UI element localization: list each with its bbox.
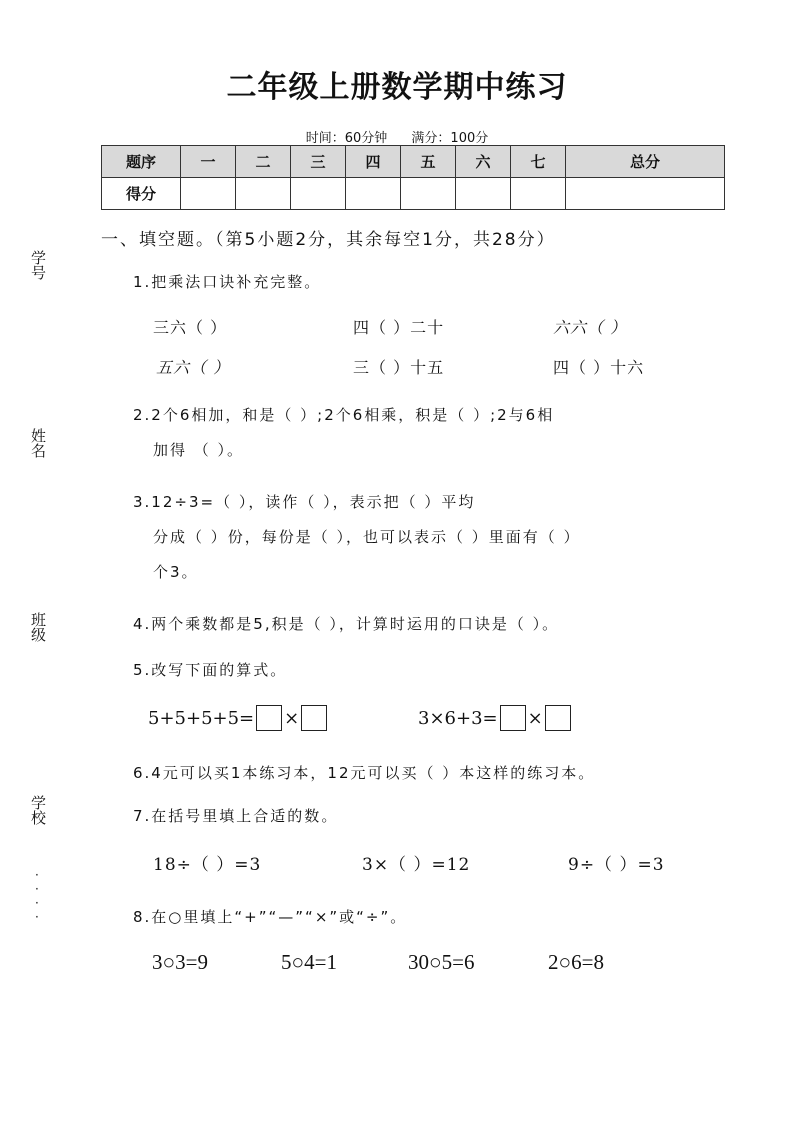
q5-expr1 xyxy=(148,705,329,731)
q5-expr2 xyxy=(418,705,573,731)
exam-time: 时间：60分钟 xyxy=(305,131,388,146)
sidebar-class: 班级 xyxy=(29,612,47,642)
score-cell[interactable] xyxy=(511,178,566,210)
q3-line2: 分成（ ）份，每份是（ ），也可以表示（ ）里面有（ ） xyxy=(153,528,581,546)
q4-line1: 4.两个乘数都是5,积是（ ），计算时运用的口诀是（ ）。 xyxy=(133,615,560,633)
score-col-7: 七 xyxy=(511,146,566,178)
q8-item2: 5○4=1 xyxy=(281,950,338,974)
score-cell[interactable] xyxy=(181,178,236,210)
score-table-header-row xyxy=(102,146,725,178)
score-cell-total[interactable] xyxy=(566,178,725,210)
q1-prompt: 1.把乘法口诀补充完整。 xyxy=(133,273,322,291)
q1-row1-item2: 四（ ）二十 xyxy=(353,318,445,337)
q5-expr1-text: 5+5+5+5= xyxy=(148,707,255,729)
sidebar-student-no: 学号 xyxy=(29,250,47,280)
answer-box[interactable] xyxy=(256,705,282,731)
q1-row1-item1: 三六（ ） xyxy=(153,318,228,337)
sidebar-school: 学校 xyxy=(29,795,47,825)
q7-prompt: 7.在括号里填上合适的数。 xyxy=(133,807,339,825)
score-col-2: 二 xyxy=(236,146,291,178)
score-cell[interactable] xyxy=(401,178,456,210)
score-col-5: 五 xyxy=(401,146,456,178)
q5-prompt: 5.改写下面的算式。 xyxy=(133,661,288,679)
q5-expr2-text: 3×6+3= xyxy=(418,707,498,729)
score-row-label: 得分 xyxy=(102,178,181,210)
score-table-header-label: 题序 xyxy=(102,146,181,178)
exam-full-score: 满分：100分 xyxy=(411,131,489,146)
q7-item2: 3×（ ）=12 xyxy=(362,855,471,875)
score-table-score-row xyxy=(102,178,725,210)
score-col-1: 一 xyxy=(181,146,236,178)
section-1-title: 一、填空题。（第5小题2分，其余每空1分，共28分） xyxy=(101,230,556,250)
score-col-3: 三 xyxy=(291,146,346,178)
score-col-4: 四 xyxy=(346,146,401,178)
q8-item4: 2○6=8 xyxy=(548,950,605,974)
score-cell[interactable] xyxy=(456,178,511,210)
q3-line1: 3.12÷3=（ ），读作（ ），表示把（ ）平均 xyxy=(133,493,476,511)
q1-row2-item2: 三（ ）十五 xyxy=(353,358,445,377)
answer-box[interactable] xyxy=(545,705,571,731)
page-title: 二年级上册数学期中练习 xyxy=(226,70,568,105)
q3-line3: 个3。 xyxy=(153,563,199,581)
sidebar-dots: · · · · xyxy=(35,868,39,924)
q1-row1-item3: 六六（ ） xyxy=(553,318,628,337)
q6-line1: 6.4元可以买1本练习本，12元可以买（ ）本这样的练习本。 xyxy=(133,764,596,782)
q7-item3: 9÷（ ）=3 xyxy=(568,855,665,875)
q1-row2-item1: 五六（ ） xyxy=(156,358,231,377)
score-table xyxy=(101,145,725,210)
q2-line1: 2.2个6相加，和是（ ）;2个6相乘，积是（ ）;2与6相 xyxy=(133,406,555,424)
score-cell[interactable] xyxy=(346,178,401,210)
score-cell[interactable] xyxy=(291,178,346,210)
q1-row2-item3: 四（ ）十六 xyxy=(553,358,645,377)
times-sign: × xyxy=(527,707,543,729)
q8-prompt: 8.在○里填上“+”“—”“×”或“÷”。 xyxy=(133,908,408,926)
q8-item1: 3○3=9 xyxy=(152,950,209,974)
times-sign: × xyxy=(284,707,300,729)
score-cell[interactable] xyxy=(236,178,291,210)
score-col-total: 总分 xyxy=(566,146,725,178)
score-col-6: 六 xyxy=(456,146,511,178)
answer-box[interactable] xyxy=(301,705,327,731)
q2-line2: 加得 （ ）。 xyxy=(153,441,245,459)
answer-box[interactable] xyxy=(500,705,526,731)
exam-meta xyxy=(0,127,794,146)
q7-item1: 18÷（ ）=3 xyxy=(153,855,262,875)
sidebar-name: 姓名 xyxy=(29,428,47,458)
q8-item3: 30○5=6 xyxy=(408,950,475,974)
